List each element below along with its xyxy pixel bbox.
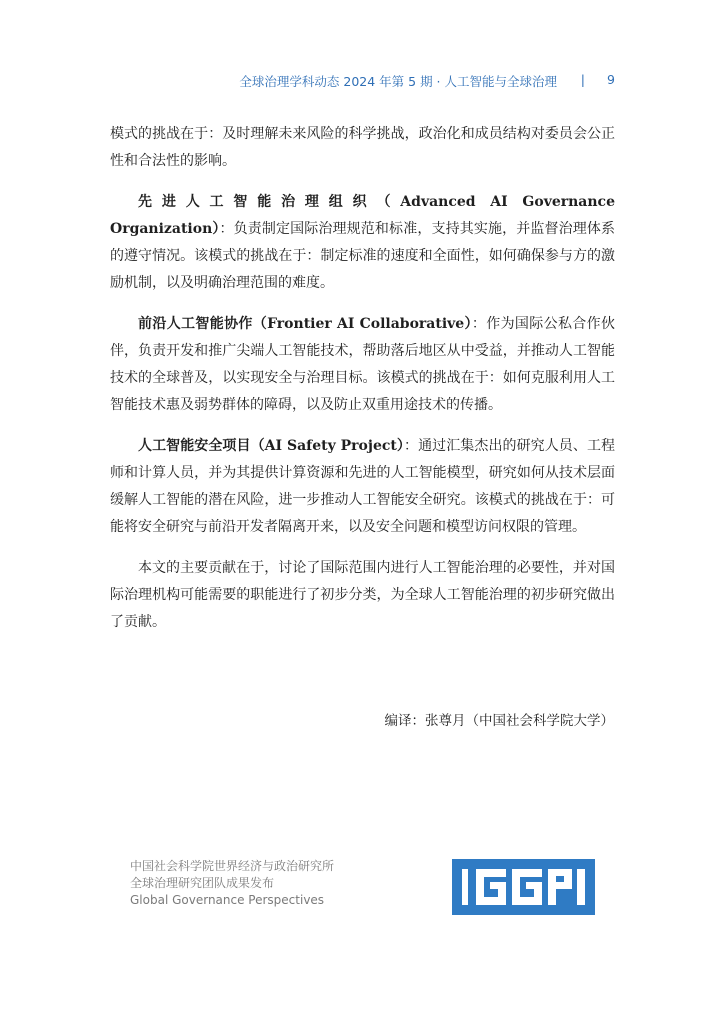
ggp-logo-icon (452, 859, 595, 915)
page-number: 9 (607, 72, 615, 87)
paragraph-frontier-collaborative (110, 311, 615, 419)
paragraph-text: ：通过汇集杰出的研究人员、工程师和计算人员，并为其提供计算资源和先进的人工智能模型，研究如何从技术层面缓解人工智能的潜在风险，进一步推动人工智能安全研究。该模式的挑战在于：可能将安全研究与前沿开发者隔离开来，以及安全问题和模型访问权限的管理。 (110, 438, 616, 535)
footer-team: 全球治理研究团队成果发布 (130, 876, 275, 890)
paragraph-conclusion: 本文的主要贡献在于，讨论了国际范围内进行人工智能治理的必要性，并对国际治理机构可能需要的职能进行了初步分类，为全球人工智能治理的初步研究做出了贡献。 (110, 560, 615, 630)
footer-institute: 中国社会科学院世界经济与政治研究所 (130, 859, 335, 873)
paragraph-text: ：负责制定国际治理规范和标准，支持其实施，并监督治理体系的遵守情况。该模式的挑战在于：制定标准的速度和全面性，如何确保参与方的激励机制，以及明确治理范围的难度。 (110, 221, 615, 291)
paragraph-text: ：作为国际公私合作伙伴，负责开发和推广尖端人工智能技术，帮助落后地区从中受益，并推动人工智能技术的全球普及，以实现安全与治理目标。该模式的挑战在于：如何克服利用人工智能技术惠及弱势群体的障碍，以及防止双重用途技术的传播。 (110, 316, 615, 413)
translator-credit: 编译：张尊月（中国社会科学院大学） (384, 713, 614, 729)
term-safety-project: 人工智能安全项目（AI Safety Project） (138, 438, 405, 454)
header-separator: | (580, 72, 585, 87)
running-header (110, 72, 615, 92)
paragraph-governance-organization (110, 189, 615, 297)
term-governance-organization: 先进人工智能治理组织（Advanced AI Governance Organization） (110, 194, 615, 237)
term-frontier-collaborative: 前沿人工智能协作（Frontier AI Collaborative） (138, 316, 472, 332)
footer-series: Global Governance Perspectives (130, 893, 325, 907)
article-body (110, 121, 615, 650)
footer-publisher (130, 858, 334, 909)
paragraph-continuation: 模式的挑战在于：及时理解未来风险的科学挑战，政治化和成员结构对委员会公正性和合法性的影响。 (110, 126, 615, 169)
paragraph-safety-project (110, 433, 615, 541)
header-title: 全球治理学科动态 2024 年第 5 期 · 人工智能与全球治理 (239, 74, 557, 89)
